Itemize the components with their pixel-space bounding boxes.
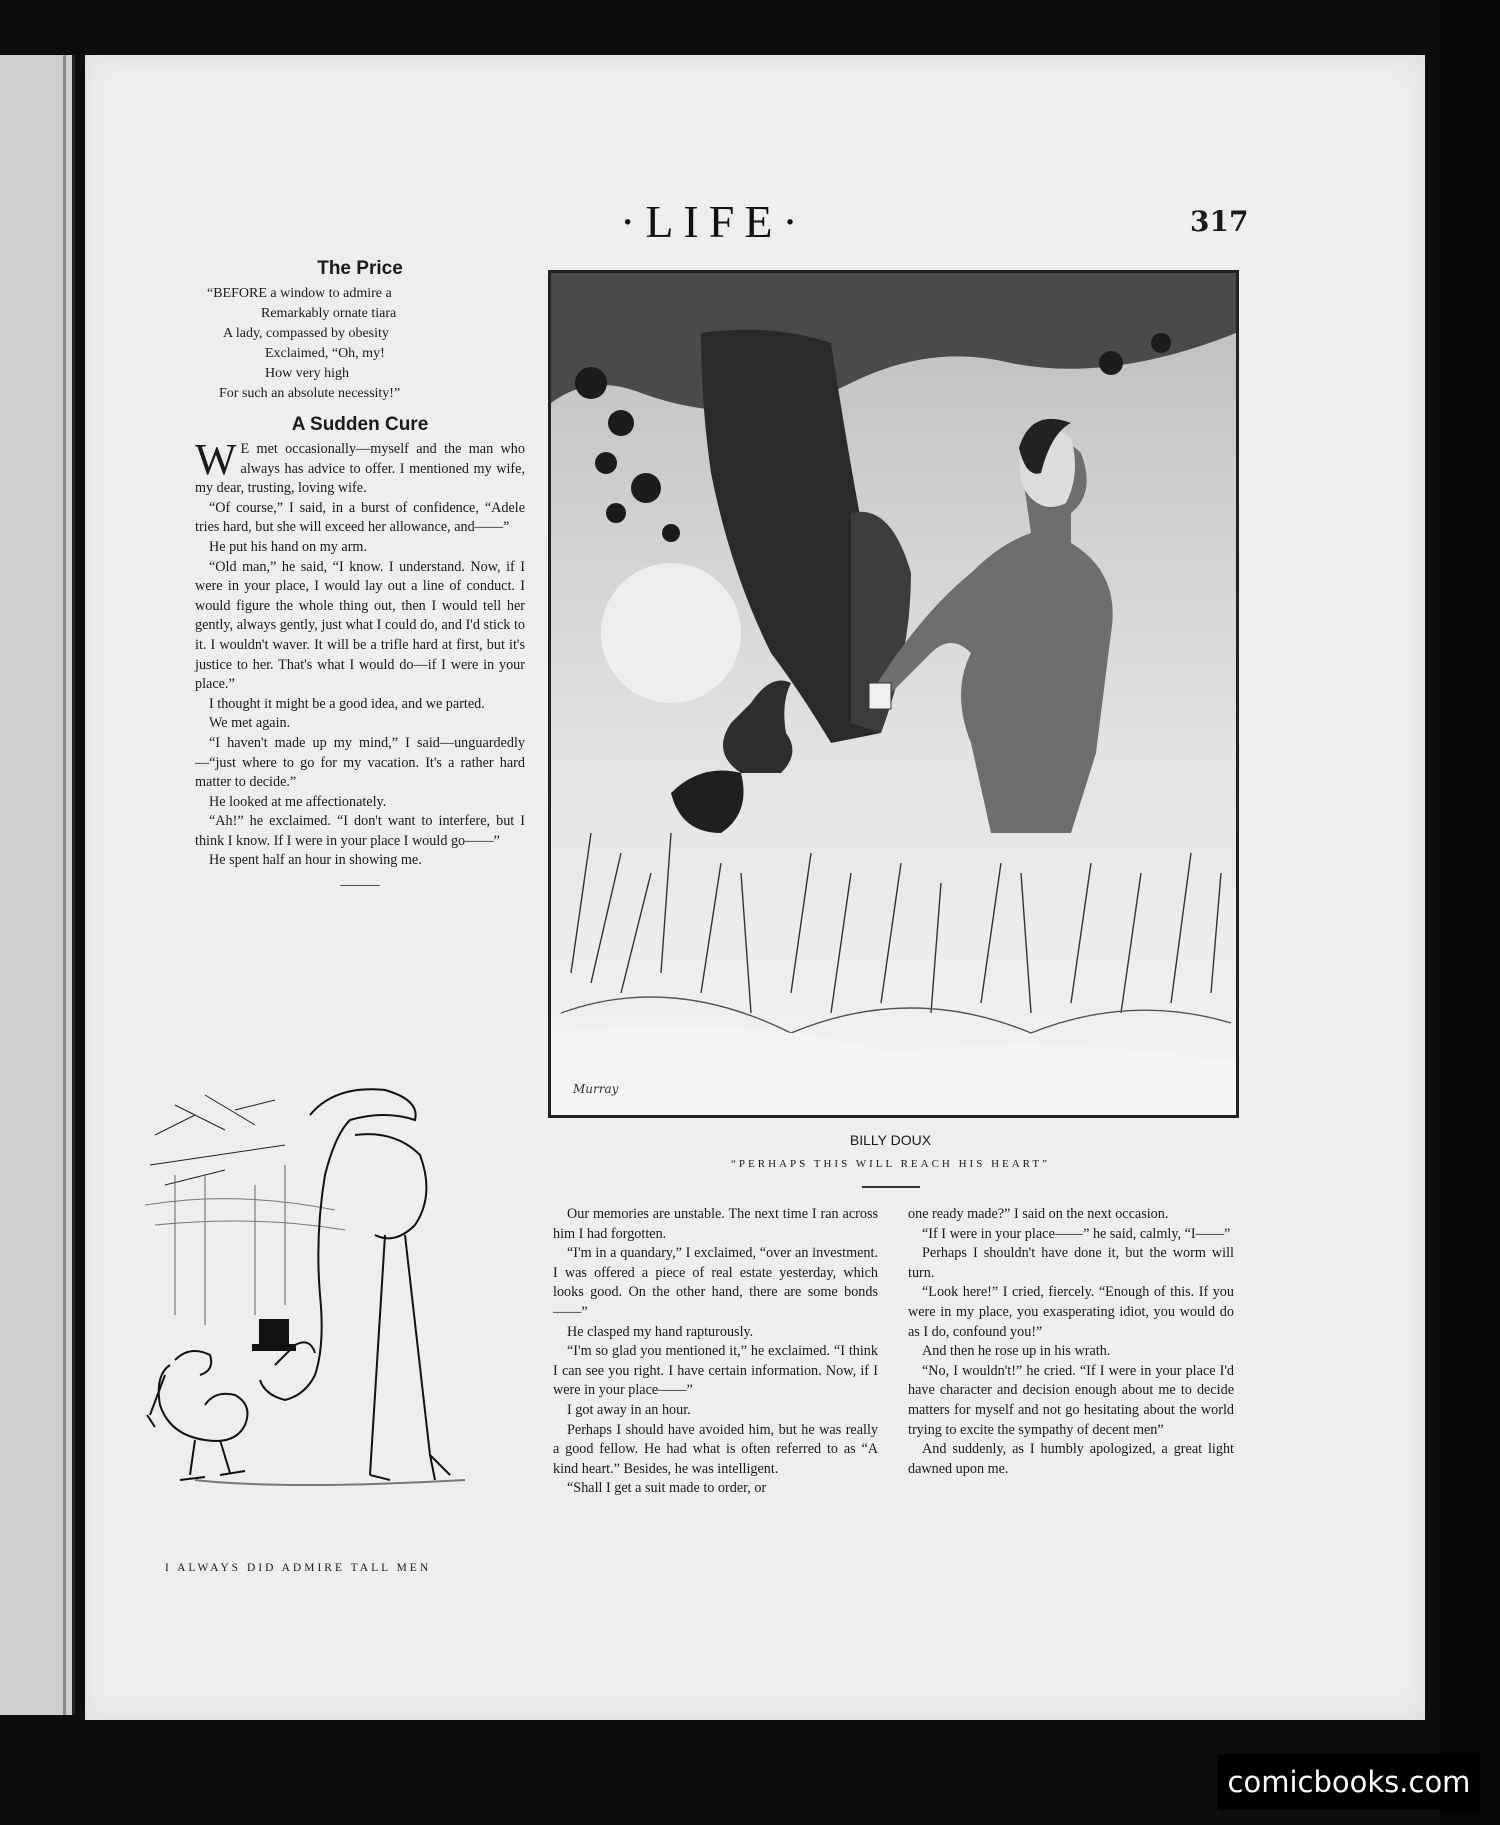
poem-line: “BEFORE a window to admire a [207, 286, 392, 301]
poem-title: The Price [317, 258, 403, 279]
left-page-edge [0, 55, 75, 1715]
paragraph: Perhaps I shouldn't have done it, but the worm will turn. [908, 1245, 1234, 1281]
paragraph: “Shall I get a suit made to order, or [567, 1480, 767, 1497]
story-column-3 [908, 1205, 1234, 1479]
illustration-caption: “PERHAPS THIS WILL REACH HIS HEART” [731, 1158, 1050, 1170]
paragraph: We met again. [209, 715, 291, 732]
left-column [195, 258, 525, 886]
poem-line: Remarkably ornate tiara [261, 306, 397, 321]
cartoon-caption: I ALWAYS DID ADMIRE TALL MEN [165, 1562, 432, 1574]
poem-line: A lady, compassed by obesity [223, 326, 389, 341]
paragraph: He looked at me affectionately. [209, 793, 387, 810]
paragraph: He spent half an hour in showing me. [209, 852, 422, 869]
paragraph: E met occasionally—myself and the man who always has advice to offer. I mentioned my wife, my dear, trusting, loving wife. [195, 441, 525, 497]
story-column-1 [195, 435, 525, 871]
billy-doux-illustration [548, 270, 1239, 1118]
drop-cap: W [195, 435, 237, 484]
poem-line: For such an absolute necessity!” [219, 386, 401, 401]
paragraph: And then he rose up in his wrath. [922, 1343, 1111, 1360]
poem-line: How very high [265, 366, 349, 381]
paragraph: “Of course,” I said, in a burst of confidence, “Adele tries hard, but she will exceed her allowance, and——” [195, 499, 525, 536]
masthead: ·LIFE· [620, 196, 808, 247]
paragraph: Our memories are unstable. The next time I ran across him I had forgotten. [553, 1206, 878, 1242]
poem-line: Exclaimed, “Oh, my! [265, 346, 385, 361]
story-title: A Sudden Cure [291, 414, 429, 435]
paragraph: “Look here!” I cried, fiercely. “Enough of this. If you were in my place, you exasperating idiot, you would do as I do, confound you!” [908, 1284, 1234, 1340]
paragraph: “I haven't made up my mind,” I said—unguardedly—“just where to go for my vacation. It's a rather hard matter to decide.” [195, 734, 525, 791]
paragraph: one ready made?” I said on the next occasion. [908, 1206, 1169, 1222]
paragraph: “No, I wouldn't!” he cried. “If I were in your place I'd have character and decision enough about me to decide matters for myself and not go hesitating about the world trying to excite the sympathy of decent men” [908, 1362, 1234, 1438]
paragraph: “I'm in a quandary,” I exclaimed, “over an investment. I was offered a piece of real estate yesterday, which looks good. On the other hand, there are some bonds——” [553, 1245, 878, 1320]
paragraph: He clasped my hand rapturously. [567, 1323, 754, 1340]
divider [340, 885, 380, 886]
paragraph: Perhaps I should have avoided him, but he was really a good fellow. He had what is often referred to as “A kind heart.” Besides, he was intelligent. [553, 1421, 878, 1477]
paragraph: He put his hand on my arm. [209, 538, 368, 555]
page-number: 317 [1190, 205, 1249, 238]
paragraph: “If I were in your place——” he said, calmly, “I——” [922, 1225, 1231, 1242]
watermark: comicbooks.com [1218, 1754, 1480, 1810]
paragraph: And suddenly, as I humbly apologized, a great light dawned upon me. [908, 1441, 1234, 1477]
flamingo-cartoon [135, 1075, 535, 1515]
poem [195, 284, 525, 404]
paragraph: “Old man,” he said, “I know. I understand. Now, if I were in your place, I would lay out a line of conduct. I would figure the whole thing out, then I would tell her gently, always gently, just what I could do, and I'd stick to it. I wouldn't waver. It will be a trifle hard at first, but it's justice to her. That's what I would do—if I were in your place.” [195, 558, 525, 693]
artist-signature: Murray [573, 1082, 619, 1096]
illustration-art [551, 273, 1236, 1115]
illustration-title: BILLY DOUX [849, 1132, 932, 1148]
paragraph: “I'm so glad you mentioned it,” he exclaimed. “I think I can see you right. I have certain information. Now, if I were in your place——” [553, 1343, 878, 1399]
scan-border [1440, 0, 1500, 1825]
paragraph: “Ah!” he exclaimed. “I don't want to interfere, but I think I know. If I were in your place I would go——” [195, 813, 525, 849]
paragraph: I got away in an hour. [567, 1401, 691, 1418]
paragraph: I thought it might be a good idea, and we parted. [209, 695, 485, 712]
story-column-2 [553, 1205, 878, 1499]
divider [862, 1186, 920, 1188]
